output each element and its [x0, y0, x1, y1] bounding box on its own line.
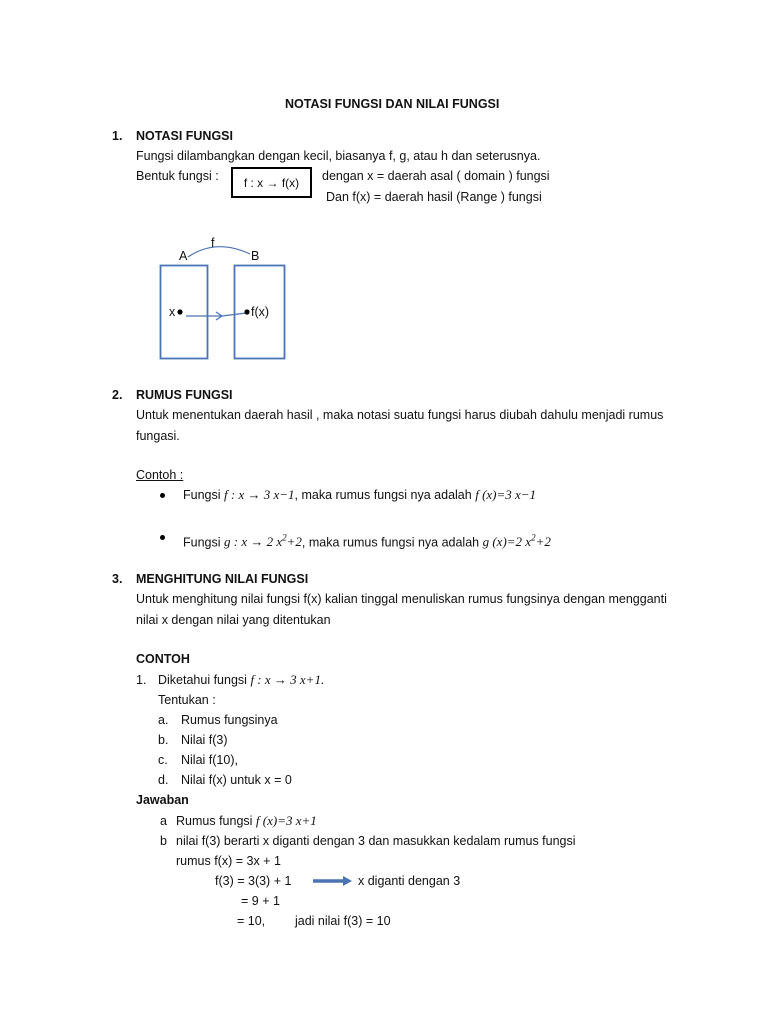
range-text: Dan f(x) = daerah hasil (Range ) fungsi: [326, 190, 542, 204]
answer-b: nilai f(3) berarti x diganti dengan 3 dan masukkan kedalam rumus fungsi: [176, 834, 576, 848]
arrow-icon-head: [343, 876, 352, 886]
task-c: Nilai f(10),: [181, 753, 238, 767]
answer-a-letter: a: [160, 814, 167, 828]
tentukan-label: Tentukan :: [158, 693, 216, 707]
task-b-letter: b.: [158, 733, 169, 747]
diagram-label-b: B: [251, 249, 260, 263]
diagram-label-fx: f(x): [251, 305, 270, 319]
bentuk-fungsi-label: Bentuk fungsi :: [136, 169, 219, 183]
answer-b-letter: b: [160, 834, 167, 848]
task-a-letter: a.: [158, 713, 169, 727]
example-function: f : x → 3 x+1.: [250, 672, 325, 687]
rumus-line: rumus f(x) = 3x + 1: [176, 854, 281, 868]
example-1-pre: Fungsi: [183, 488, 221, 502]
task-c-letter: c.: [158, 753, 168, 767]
example-2-mid: , maka rumus fungsi nya adalah: [301, 535, 480, 550]
task-b: Nilai f(3): [181, 733, 228, 747]
section-2-number: 2.: [112, 388, 123, 402]
section-1-heading: NOTASI FUNGSI: [136, 129, 233, 143]
section-2-text-1: Untuk menentukan daerah hasil , maka notasi suatu fungsi harus diubah dahulu menjadi rumus: [136, 408, 664, 422]
page-title: NOTASI FUNGSI DAN NILAI FUNGSI: [285, 97, 500, 111]
contoh-label: Contoh :: [136, 468, 184, 482]
function-notation-box: f : x → f(x): [231, 167, 312, 198]
section-2-text-2: fungasi.: [136, 429, 180, 443]
calc-step-2: = 9 + 1: [241, 894, 280, 908]
contoh-heading: CONTOH: [136, 652, 190, 666]
jawaban-heading: Jawaban: [136, 793, 189, 807]
section-1-number: 1.: [112, 129, 123, 143]
section-3-text-2: nilai x dengan nilai yang ditentukan: [136, 613, 331, 627]
example-1-mid: , maka rumus fungsi nya adalah: [294, 488, 472, 502]
section-3-number: 3.: [112, 572, 123, 586]
task-a: Rumus fungsinya: [181, 713, 278, 727]
example-statement: Diketahui fungsi f : x → 3 x+1.: [158, 672, 325, 687]
section-2-heading: RUMUS FUNGSI: [136, 388, 233, 402]
diagram-label-x: x: [169, 305, 176, 319]
example-2-formula: g (x)=2 $x^2+2$: [482, 533, 551, 550]
example-2-pre: Fungsi: [183, 535, 221, 550]
task-d: Nilai f(x) untuk x = 0: [181, 773, 292, 787]
example-1-notation: f : x → 3 x−1: [224, 487, 295, 502]
calc-step-1-note: x diganti dengan 3: [358, 874, 461, 888]
example-number: 1.: [136, 673, 147, 687]
example-2-notation: g : x → 2 $x^2+2$: [224, 533, 302, 550]
task-d-letter: d.: [158, 773, 169, 787]
calc-step-1: f(3) = 3(3) + 1: [215, 874, 292, 888]
calc-step-3: = 10,: [237, 914, 266, 928]
diagram-label-f: f: [211, 236, 215, 250]
answer-a: Rumus fungsi f (x)=3 x+1: [176, 813, 317, 828]
answer-a-formula: f (x)=3 x+1: [255, 813, 317, 828]
example-1-formula: f (x)=3 x−1: [475, 487, 537, 502]
section-1-text: Fungsi dilambangkan dengan kecil, biasanya f, g, atau h dan seterusnya.: [136, 149, 541, 163]
section-3-text-1: Untuk menghitung nilai fungsi f(x) kalian tinggal menuliskan rumus fungsinya dengan mengganti: [136, 592, 667, 606]
calc-step-3-note: jadi nilai f(3) = 10: [295, 914, 391, 928]
section-3-heading: MENGHITUNG NILAI FUNGSI: [136, 572, 309, 586]
diagram-label-a: A: [179, 249, 188, 263]
domain-text: dengan x = daerah asal ( domain ) fungsi: [322, 169, 550, 183]
